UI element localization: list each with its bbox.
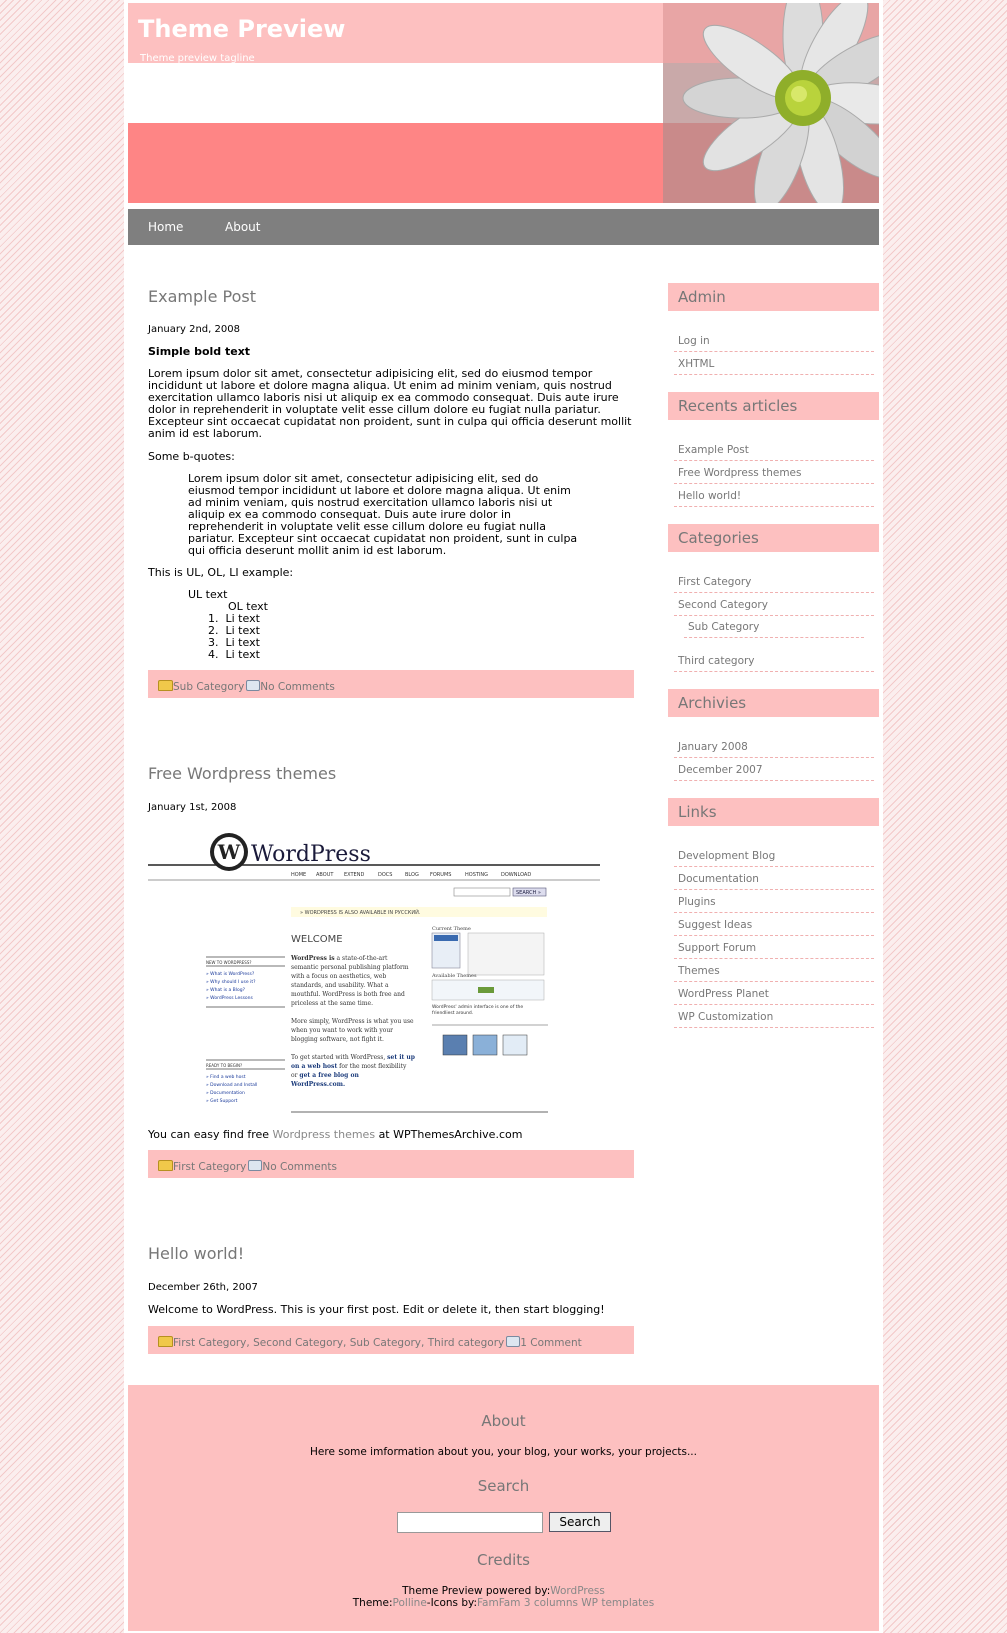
sidebar-link[interactable]: Example Post (674, 438, 874, 461)
svg-text:To get started with WordPress,: To get started with WordPress, set it up (291, 1054, 415, 1061)
comment-icon (506, 1336, 520, 1347)
sidebar-link[interactable]: Sub Category (684, 615, 864, 638)
folder-icon (158, 680, 173, 691)
daisy-icon (663, 3, 879, 203)
blockquote: Lorem ipsum dolor sit amet, consectetur adipisicing elit, sed do eiusmod tempor incididunt ut labore et dolore magna aliqua. Ut enim ad minim veniam, quis nostrud exercitation ullamco laboris nisi ut aliquip ex ea commodo consequat. Duis aute irure dolor in reprehenderit in voluptate velit esse cillum dolore eu fugiat nulla pariatur. Excepteur sint occaecat cupidatat non proident, sunt in culpa qui officia deserunt mollit anim id est laborum. (188, 472, 578, 557)
svg-text:Current Theme: Current Theme (432, 926, 471, 932)
widget-title-links: Links (668, 798, 879, 826)
sidebar-link[interactable]: Third category (674, 649, 874, 672)
svg-text:WordPress' admin interface is: WordPress' admin interface is one of the (432, 1005, 524, 1010)
comments-link[interactable]: No Comments (260, 681, 335, 693)
sidebar-link[interactable]: Log in (674, 329, 874, 352)
list-item: 1. Li text (208, 612, 260, 625)
footer (128, 1385, 879, 1631)
svg-text:blogging software, not fight i: blogging software, not fight it. (291, 1036, 384, 1043)
category-link[interactable]: Sub Category (173, 681, 245, 693)
svg-text:ABOUT: ABOUT (316, 872, 334, 878)
footer-credits-title: Credits (477, 1551, 530, 1569)
sidebar-link[interactable]: December 2007 (674, 758, 874, 781)
post-title[interactable]: Example Post (148, 287, 256, 306)
wordpress-site-image (148, 825, 600, 1113)
svg-text:» What is WordPress?: » What is WordPress? (206, 972, 255, 977)
credits-line: Theme Preview powered by:WordPress (402, 1585, 605, 1597)
sidebar-link[interactable]: Support Forum (674, 936, 874, 959)
post-paragraph: Lorem ipsum dolor sit amet, consectetur adipisicing elit, sed do eiusmod tempor incididunt ut labore et dolore magna aliqua. Ut enim ad minim veniam, quis nostrud exercitation ullamco laboris nisi ut aliquip ex ea commodo consequat. Duis aute irure dolor in reprehenderit in voluptate velit esse cillum dolore eu fugiat nulla pariatur. Excepteur sint occaecat cupidatat non proident, sunt in culpa qui officia deserunt mollit anim id est laborum. (148, 367, 632, 440)
wp-nav: HOME (291, 872, 307, 878)
post-text: You can easy find free Wordpress themes at WPThemesArchive.com (148, 1128, 523, 1141)
svg-text:More simply, WordPress is what: More simply, WordPress is what you use (291, 1018, 414, 1025)
svg-text:NEW TO WORDPRESS?: NEW TO WORDPRESS? (206, 960, 252, 965)
sidebar-link[interactable]: WordPress Planet (674, 982, 874, 1005)
svg-text:» Download and Install: » Download and Install (206, 1083, 258, 1088)
svg-text:priceless at the same time.: priceless at the same time. (291, 1000, 373, 1007)
svg-text:» Why should I use it?: » Why should I use it? (206, 980, 256, 985)
svg-text:DOWNLOAD: DOWNLOAD (501, 872, 532, 878)
svg-text:DOCS: DOCS (378, 872, 393, 878)
sidebar-link[interactable]: Themes (674, 959, 874, 982)
post-meta (148, 670, 634, 698)
folder-icon (158, 1336, 173, 1347)
svg-text:or get a free blog on: or get a free blog on (291, 1072, 359, 1079)
daisy-image (663, 3, 879, 203)
post-title[interactable]: Hello world! (148, 1244, 245, 1263)
sidebar-link[interactable]: Development Blog (674, 844, 874, 867)
svg-text:BLOG: BLOG (405, 872, 419, 878)
sidebar-link[interactable]: XHTML (674, 352, 874, 375)
svg-text:semantic personal publishing p: semantic personal publishing platform (291, 964, 409, 971)
post-date: December 26th, 2007 (148, 1282, 258, 1293)
search-button[interactable]: Search (549, 1512, 611, 1532)
wordpress-link[interactable]: WordPress (550, 1585, 605, 1597)
svg-text:mouthful. WordPress is both fr: mouthful. WordPress is both free and (291, 991, 405, 998)
widget-title-admin: Admin (668, 283, 879, 311)
sidebar-link[interactable]: Second Category (674, 593, 874, 616)
site-title[interactable]: Theme Preview (138, 15, 346, 43)
comment-icon (246, 680, 260, 691)
svg-text:WordPress is a state-of-the-ar: WordPress is a state-of-the-art (291, 955, 388, 962)
sidebar-link[interactable]: January 2008 (674, 735, 874, 758)
list-label: This is UL, OL, LI example: (148, 566, 294, 579)
ul-text: UL text (188, 588, 228, 601)
sidebar-link[interactable]: Suggest Ideas (674, 913, 874, 936)
svg-text:SEARCH »: SEARCH » (516, 890, 541, 896)
sidebar-link[interactable]: Free Wordpress themes (674, 461, 874, 484)
svg-text:standards, and usability. What: standards, and usability. What a (291, 982, 389, 989)
post-date: January 1st, 2008 (148, 802, 237, 813)
category-link[interactable]: Second Category (253, 1337, 344, 1349)
templates-link[interactable]: 3 columns WP templates (523, 1597, 655, 1609)
theme-link[interactable]: Polline (392, 1597, 427, 1609)
svg-text:EXTEND: EXTEND (344, 872, 365, 878)
category-link[interactable]: First Category (173, 1337, 247, 1349)
widget-title-recent: Recents articles (668, 392, 879, 420)
category-link[interactable]: Sub Category (349, 1337, 422, 1349)
svg-text:» WordPress Lessons: » WordPress Lessons (206, 996, 253, 1001)
search-input[interactable] (397, 1512, 543, 1533)
page (124, 0, 883, 1633)
folder-icon (158, 1160, 173, 1171)
category-link[interactable]: Third category (427, 1337, 505, 1349)
site-tagline: Theme preview tagline (140, 53, 255, 64)
svg-text:on a web host for the most fle: on a web host for the most flexibility (291, 1063, 407, 1070)
svg-text:» Find a web host: » Find a web host (206, 1075, 246, 1080)
svg-text:READY TO BEGIN?: READY TO BEGIN? (206, 1063, 243, 1068)
post-meta (148, 1150, 634, 1178)
list-item: 4. Li text (208, 648, 260, 661)
nav-about[interactable]: About (225, 220, 261, 234)
list-item: 2. Li text (208, 624, 260, 637)
list-item: 3. Li text (208, 636, 260, 649)
comments-link[interactable]: No Comments (262, 1161, 337, 1173)
footer-about-title: About (481, 1412, 526, 1430)
svg-text:» WORDPRESS IS ALSO AVAILABLE: » WORDPRESS IS ALSO AVAILABLE IN РУССКИЙ. (300, 910, 421, 916)
svg-text:» What is a Blog?: » What is a Blog? (206, 988, 245, 993)
nav-home[interactable]: Home (148, 220, 184, 234)
svg-text:W: W (217, 840, 241, 864)
svg-text:when you want to work with you: when you want to work with your (291, 1027, 394, 1034)
svg-text:» Documentation: » Documentation (206, 1091, 245, 1096)
bquote-label: Some b-quotes: (148, 450, 235, 463)
svg-text:HOSTING: HOSTING (465, 872, 489, 878)
wp-logo-text: WordPress (251, 842, 371, 867)
svg-text:Available Themes: Available Themes (432, 973, 477, 979)
post-text: Welcome to WordPress. This is your first post. Edit or delete it, then start blogging! (148, 1303, 605, 1316)
sidebar-link[interactable]: First Category (674, 570, 874, 593)
wordpress-screenshot (148, 825, 600, 1113)
sidebar-link[interactable]: Documentation (674, 867, 874, 890)
footer-search-title: Search (477, 1477, 530, 1495)
ol-text: OL text (228, 600, 268, 613)
widget-title-categories: Categories (668, 524, 879, 552)
credits-line: Theme:Polline-Icons by:FamFam 3 columns WP templates (352, 1597, 655, 1609)
post-date: January 2nd, 2008 (148, 324, 240, 335)
svg-text:FORUMS: FORUMS (430, 872, 452, 878)
post-title[interactable]: Free Wordpress themes (148, 764, 337, 783)
svg-text:with a focus on aesthetics, we: with a focus on aesthetics, web (291, 973, 387, 980)
comments-link[interactable]: 1 Comment (520, 1337, 582, 1349)
svg-text:WELCOME: WELCOME (291, 934, 343, 945)
widget-title-archives: Archivies (668, 689, 879, 717)
footer-about-text: Here some imformation about you, your blog, your works, your projects... (310, 1446, 697, 1458)
sidebar-link[interactable]: WP Customization (674, 1005, 874, 1028)
post-bold-text: Simple bold text (148, 345, 251, 358)
header (128, 3, 879, 203)
svg-text:» Get Support: » Get Support (206, 1099, 238, 1104)
svg-text:friendliest around.: friendliest around. (432, 1011, 474, 1016)
sidebar-link[interactable]: Hello world! (674, 484, 874, 507)
wordpress-themes-link[interactable]: Wordpress themes (272, 1128, 376, 1141)
famfam-link[interactable]: FamFam (476, 1597, 521, 1609)
post-meta: First Category, Second Category, Sub Category, Third category 1 Comment (148, 1326, 634, 1354)
comment-icon (248, 1160, 262, 1171)
category-link[interactable]: First Category (173, 1161, 247, 1173)
svg-text:WordPress.com.: WordPress.com. (291, 1081, 346, 1088)
sidebar-link[interactable]: Plugins (674, 890, 874, 913)
main-nav (128, 209, 879, 245)
